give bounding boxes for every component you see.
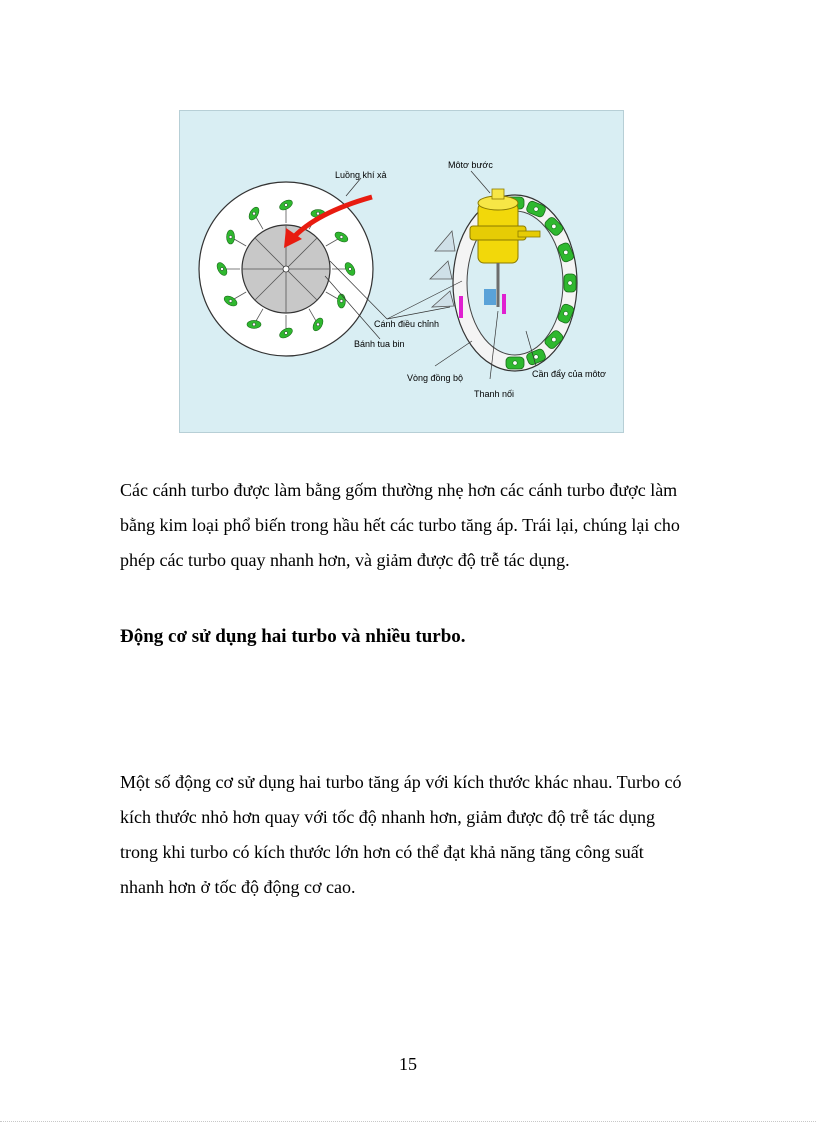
label-exhaust-flow: Luồng khí xả <box>335 170 387 180</box>
label-turbine-wheel: Bánh tua bin <box>354 339 405 349</box>
label-motor-push-rod: Cần đẩy của môtơ <box>532 369 606 379</box>
paragraph-ceramic-vanes: Các cánh turbo được làm bằng gốm thường nhẹ hơn các cánh turbo được làm bằng kim loại phổ biến trong hầu hết các turbo tăng áp. Trái lại, chúng lại cho phép các turbo quay nhanh hơn, và giảm được độ trễ tác dụng. <box>120 480 680 570</box>
section-heading: Động cơ sử dụng hai turbo và nhiều turbo. <box>120 626 466 647</box>
label-sync-ring: Vòng đồng bộ <box>407 373 464 383</box>
page-number: 15 <box>399 1054 417 1074</box>
label-connecting-rod: Thanh nối <box>474 389 515 399</box>
paragraph-twin-turbo: Một số động cơ sử dụng hai turbo tăng áp với kích thước khác nhau. Turbo có kích thước nhỏ hơn quay với tốc độ nhanh hơn, giảm được độ trễ tác dụng trong khi turbo có kích thước lớn hơn có thể đạt khả năng tăng công suất nhanh hơn ở tốc độ động cơ cao. <box>120 772 682 897</box>
label-adjust-vane: Cánh điều chỉnh <box>374 319 440 329</box>
page-bottom-rule <box>0 1121 816 1122</box>
turbo-vane-diagram <box>179 110 624 433</box>
diagram-svg <box>180 111 624 433</box>
label-stepper-motor: Môtơ bước <box>448 160 493 170</box>
